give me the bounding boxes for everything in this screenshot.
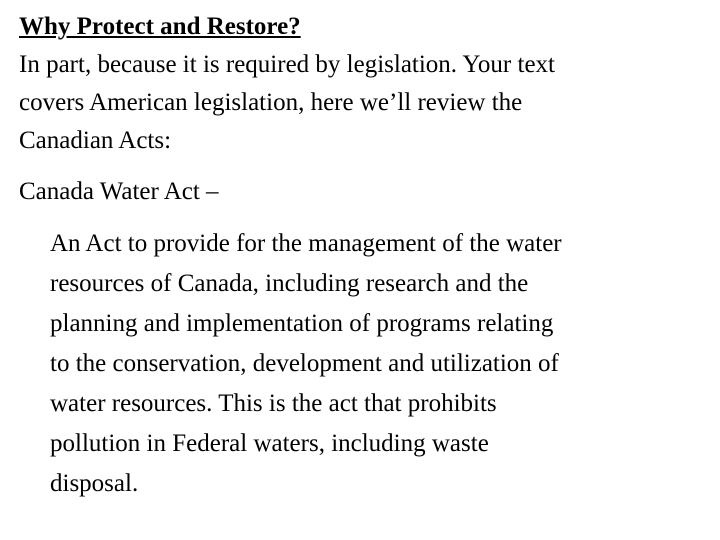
act-description-line: disposal. [50,470,139,497]
act-description-line: water resources. This is the act that prohibits [50,390,497,417]
act-description-line: An Act to provide for the management of the water [50,230,562,257]
intro-line: In part, because it is required by legislation. Your text [19,51,555,78]
slide-heading: Why Protect and Restore? [19,13,301,40]
intro-paragraph [19,46,719,160]
act-description-line: pollution in Federal waters, including waste [50,430,489,457]
act-description-line: resources of Canada, including research and the [50,270,529,297]
act-description-line: to the conservation, development and utilization of [50,350,559,377]
intro-line: Canadian Acts: [19,127,172,154]
act-description-line: planning and implementation of programs relating [50,310,554,337]
intro-line: covers American legislation, here we’ll review the [19,89,523,116]
act-description [50,224,720,504]
act-title: Canada Water Act – [19,178,219,205]
